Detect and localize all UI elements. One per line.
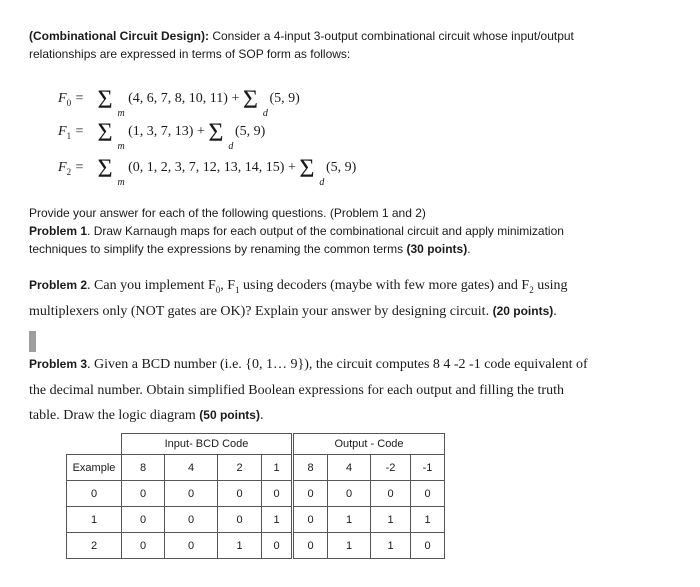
problem3-line-1: Problem 3. Given a BCD number (i.e. {0, 1… 9}), the circuit computes 8 4 -2 -1 code equivalent of [29,357,588,372]
equation-f0: $F_0 = \Sigma$ m (4, 6, 7, 8, 10, 11) + Σ d (5, 9) [58,85,300,119]
table-row: 1 0 0 0 1 0 1 1 1 [67,507,445,533]
problem1-line-2: techniques to simplify the expressions by renaming the common terms (30 points). [29,242,471,256]
table-row: 0 0 0 0 0 0 0 0 0 [67,481,445,507]
intro-paragraph [29,27,574,63]
intro-line-1: (Combinational Circuit Design): Consider a 4-input 3-output combinational circuit whose input/output [29,29,574,43]
intro-label: (Combinational Circuit Design): [29,29,209,43]
sigma-symbol: Σ d [208,118,234,152]
sigma-symbol: Σ m [97,154,125,188]
equation-f1: $F_1 = \Sigma$ m (1, 3, 7, 13) + Σ d (5, 9) [58,118,266,152]
table-row: 2 0 0 1 0 0 1 1 0 [67,533,445,559]
output-group-header: Output - Code [293,434,445,455]
problem2-line-2: multiplexers only (NOT gates are OK)? Explain your answer by designing circuit. (20 points). [29,304,557,319]
sigma-symbol: Σ m [97,118,125,152]
example-header: Example [67,455,122,481]
table-group-header [67,434,445,455]
equation-f2: $F_2 = \Sigma$ m (0, 1, 2, 3, 7, 12, 13, 14, 15) + Σ d (5, 9) [58,154,357,188]
problem2-line-1: Problem 2. Can you implement $F_0$, $F_1$ using decoders (maybe with few more gates) and $F_2$ using [29,278,568,295]
intro-line-2: relationships are expressed in terms of SOP form as follows: [29,47,351,61]
truth-table [66,433,445,559]
sigma-symbol: Σ d [299,154,325,188]
sigma-symbol: Σ m [97,85,125,119]
sigma-symbol: Σ d [242,85,268,119]
problem3-line-2: the decimal number. Obtain simplified Boolean expressions for each output and filling the truth [29,383,564,398]
problem3-line-3: table. Draw the logic diagram (50 points). [29,408,264,423]
input-group-header: Input- BCD Code [122,434,293,455]
cursor-marker [29,331,36,352]
problem1-line-1: Problem 1. Draw Karnaugh maps for each output of the combinational circuit and apply minimization [29,224,564,238]
provide-text: Provide your answer for each of the following questions. (Problem 1 and 2) [29,206,426,220]
table-column-header: Example 8 4 2 1 8 4 -2 -1 [67,455,445,481]
